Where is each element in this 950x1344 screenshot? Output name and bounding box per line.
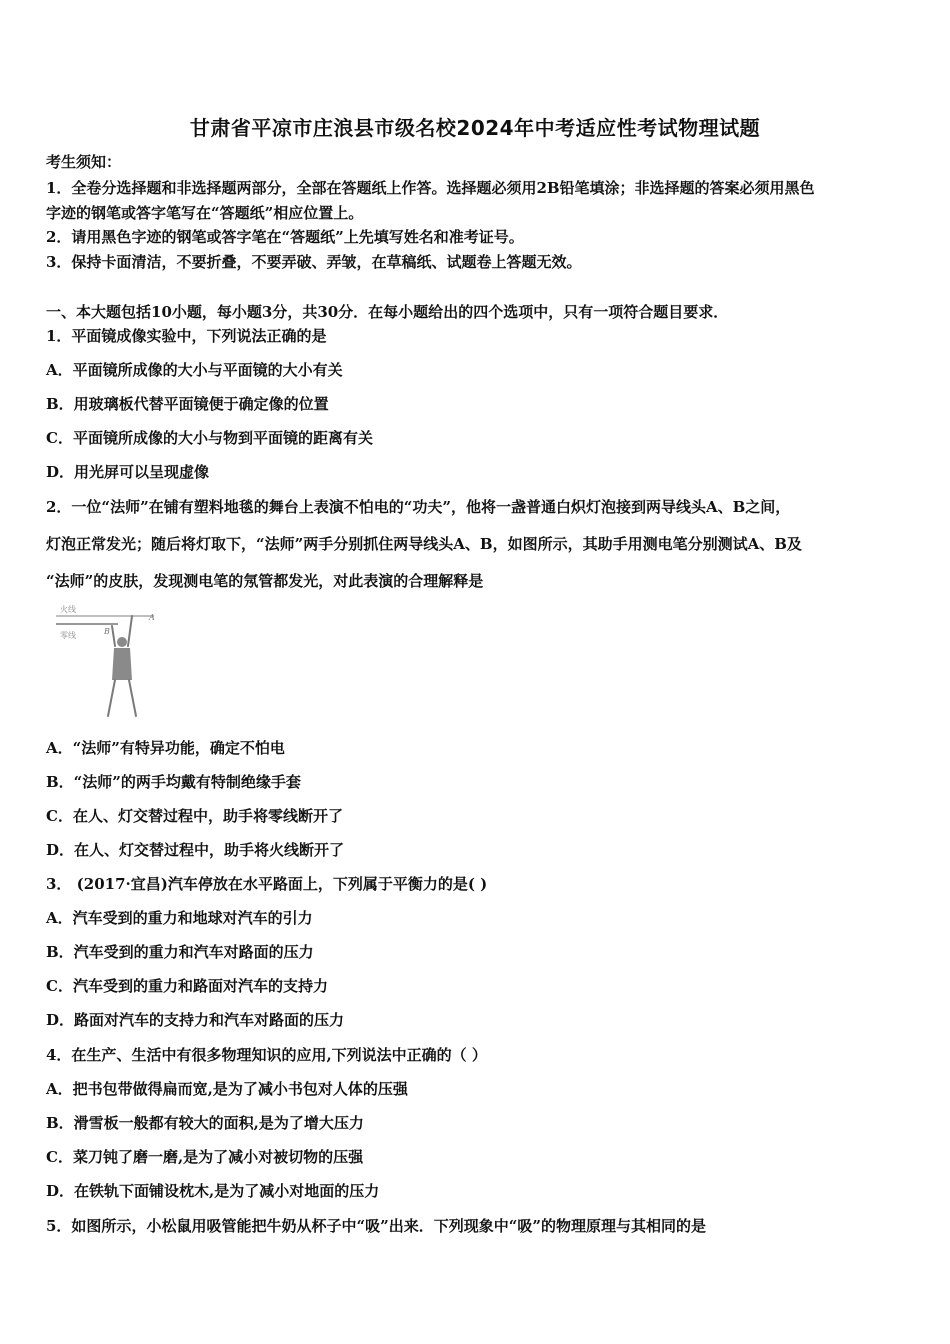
answer-option: A．把书包带做得扁而宽,是为了减小书包对人体的压强 xyxy=(46,1080,408,1098)
live-wire-label: 火线 xyxy=(60,605,76,614)
answer-option: D．路面对汽车的支持力和汽车对路面的压力 xyxy=(46,1011,345,1029)
answer-option: D．在人、灯交替过程中，助手将火线断开了 xyxy=(46,841,345,859)
answer-option: B．汽车受到的重力和汽车对路面的压力 xyxy=(46,943,314,961)
answer-option: A．汽车受到的重力和地球对汽车的引力 xyxy=(46,909,313,927)
notice-item: 2．请用黑色字迹的钢笔或答字笔在“答题纸”上先填写姓名和准考证号。 xyxy=(46,228,524,246)
answer-option: D．用光屏可以呈现虚像 xyxy=(46,463,210,481)
point-a-label: A xyxy=(149,613,155,622)
question-stem: 3． (2017·宜昌)汽车停放在水平路面上，下列属于平衡力的是( ) xyxy=(46,875,488,893)
notice-heading: 考生须知： xyxy=(46,153,122,171)
magician-wire-figure xyxy=(52,600,164,722)
point-b-label: B xyxy=(104,627,110,636)
answer-option: C．汽车受到的重力和路面对汽车的支持力 xyxy=(46,977,328,995)
notice-item: 1．全卷分选择题和非选择题两部分，全部在答题纸上作答。选择题必须用2B铅笔填涂；非选择题的答案必须用黑色 xyxy=(46,179,815,197)
question-stem: 灯泡正常发光；随后将灯取下，“法师”两手分别抓住两导线头A、B，如图所示，其助手用测电笔分别测试A、B及 xyxy=(46,535,802,553)
question-stem: “法师”的皮肤，发现测电笔的氖管都发光，对此表演的合理解释是 xyxy=(46,572,484,590)
answer-option: B．用玻璃板代替平面镜便于确定像的位置 xyxy=(46,395,329,413)
answer-option: B．“法师”的两手均戴有特制绝缘手套 xyxy=(46,773,301,791)
answer-option: B．滑雪板一般都有较大的面积,是为了增大压力 xyxy=(46,1114,364,1132)
notice-item: 字迹的钢笔或答字笔写在“答题纸”相应位置上。 xyxy=(46,204,364,222)
answer-option: C．菜刀钝了磨一磨,是为了减小对被切物的压强 xyxy=(46,1148,364,1166)
answer-option: C．在人、灯交替过程中，助手将零线断开了 xyxy=(46,807,343,825)
answer-option: D．在铁轨下面铺设枕木,是为了减小对地面的压力 xyxy=(46,1182,380,1200)
question-stem: 5．如图所示，小松鼠用吸管能把牛奶从杯子中“吸”出来．下列现象中“吸”的物理原理与其相同的是 xyxy=(46,1217,706,1235)
answer-option: A．平面镜所成像的大小与平面镜的大小有关 xyxy=(46,361,343,379)
notice-item: 3．保持卡面清洁，不要折叠，不要弄破、弄皱，在草稿纸、试题卷上答题无效。 xyxy=(46,253,582,271)
section-heading: 一、本大题包括10小题，每小题3分，共30分．在每小题给出的四个选项中，只有一项符合题目要求． xyxy=(46,303,729,321)
exam-title: 甘肃省平凉市庄浪县市级名校2024年中考适应性考试物理试题 xyxy=(189,116,761,140)
person-silhouette xyxy=(108,616,136,716)
answer-option: A．“法师”有特异功能，确定不怕电 xyxy=(46,739,285,757)
neutral-wire-label: 零线 xyxy=(60,631,76,640)
question-stem: 1．平面镜成像实验中，下列说法正确的是 xyxy=(46,327,327,345)
question-stem: 2．一位“法师”在铺有塑料地毯的舞台上表演不怕电的“功夫”，他将一盏普通白炽灯泡接到两导线头A、B之间， xyxy=(46,498,791,516)
question-stem: 4．在生产、生活中有很多物理知识的应用,下列说法中正确的（ ） xyxy=(46,1046,487,1064)
answer-option: C．平面镜所成像的大小与物到平面镜的距离有关 xyxy=(46,429,373,447)
